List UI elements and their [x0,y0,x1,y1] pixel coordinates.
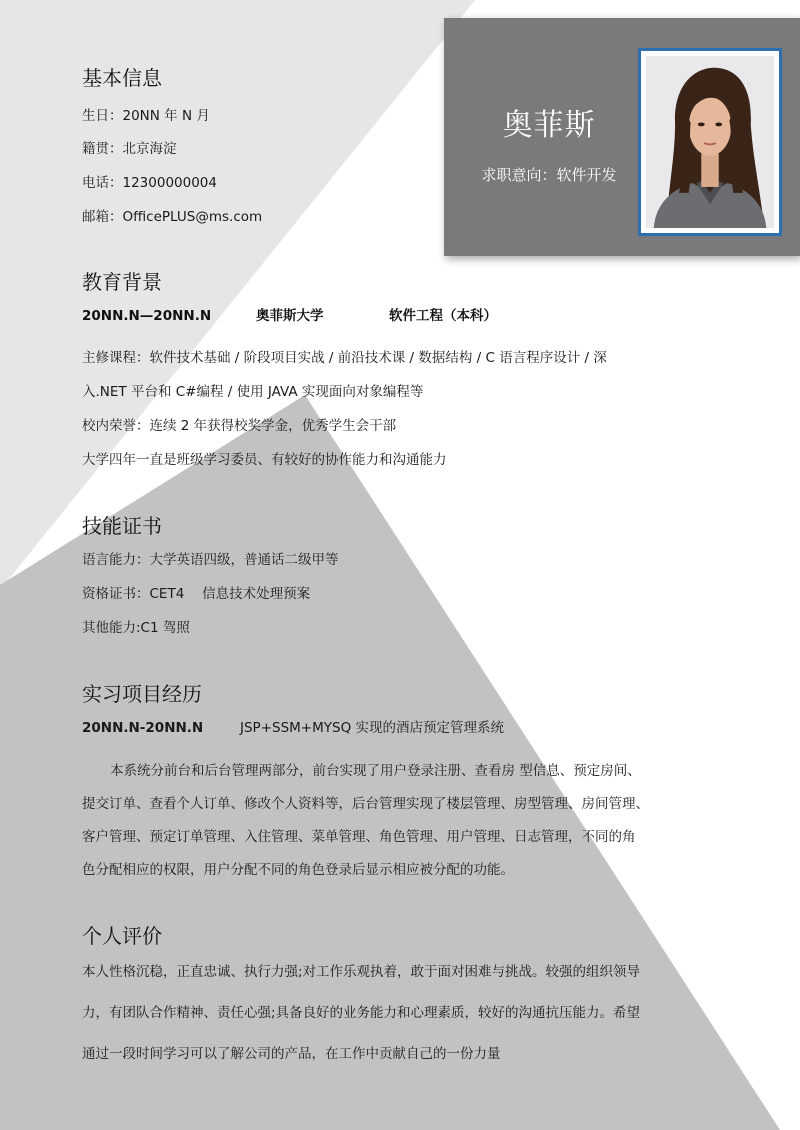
section-title-skills: 技能证书 [82,514,162,538]
certificates: 资格证书：CET4 信息技术处理预案 [82,586,311,602]
section-title-education: 教育背景 [82,270,162,294]
section-title-evaluation: 个人评价 [82,924,162,948]
evaluation-line-3: 通过一段时间学习可以了解公司的产品，在工作中贡献自己的一份力量 [82,1046,501,1062]
email-address: 邮箱：OfficePLUS@ms.com [82,209,263,225]
school-name: 奥菲斯大学 [256,308,324,324]
section-title-internship: 实习项目经历 [82,682,202,706]
courses-line-2: 入.NET 平台和 C#编程 / 使用 JAVA 实现面向对象编程等 [82,384,424,400]
courses-line-1: 主修课程：软件技术基础 / 阶段项目实战 / 前沿技术课 / 数据结构 / C 语言程序设计 / 深 [82,350,607,366]
native-place: 籍贯：北京海淀 [82,141,177,157]
education-extra: 大学四年一直是班级学习委员、有较好的协作能力和沟通能力 [82,452,447,468]
project-desc-line-4: 色分配相应的权限，用户分配不同的角色登录后显示相应被分配的功能。 [82,862,514,878]
education-period: 20NN.N—20NN.N [82,308,212,324]
section-title-basic-info: 基本信息 [82,66,162,90]
phone-number: 电话：12300000004 [82,175,217,191]
evaluation-line-1: 本人性格沉稳，正直忠诚、执行力强;对工作乐观执着，敢于面对困难与挑战。较强的组织领导 [82,964,641,980]
internship-header-row [82,716,504,736]
language-skills: 语言能力：大学英语四级，普通话二级甲等 [82,552,339,568]
applicant-name: 奥菲斯 [502,108,596,143]
job-intent: 求职意向：软件开发 [481,166,617,184]
birth-date: 生日：20NN 年 N 月 [82,108,210,124]
evaluation-line-2: 力，有团队合作精神、责任心强;具备良好的业务能力和心理素质，较好的沟通抗压能力。希望 [82,1005,641,1021]
education-summary-row [82,304,497,324]
school-honors: 校内荣誉：连续 2 年获得校奖学金，优秀学生会干部 [82,418,397,434]
project-desc-line-1: 本系统分前台和后台管理两部分，前台实现了用户登录注册、查看房 型信息、预定房间、 [110,763,641,779]
internship-period: 20NN.N-20NN.N [82,720,204,736]
major-degree: 软件工程（本科） [389,308,497,324]
project-desc-line-3: 客户管理、预定订单管理、入住管理、菜单管理、角色管理、用户管理、日志管理，不同的角 [82,829,636,845]
internship-project: JSP+SSM+MYSQ 实现的酒店预定管理系统 [240,720,504,736]
project-desc-line-2: 提交订单、查看个人订单、修改个人资料等，后台管理实现了楼层管理、房型管理、房间管理、 [82,796,649,812]
other-skills: 其他能力:C1 驾照 [82,620,190,636]
